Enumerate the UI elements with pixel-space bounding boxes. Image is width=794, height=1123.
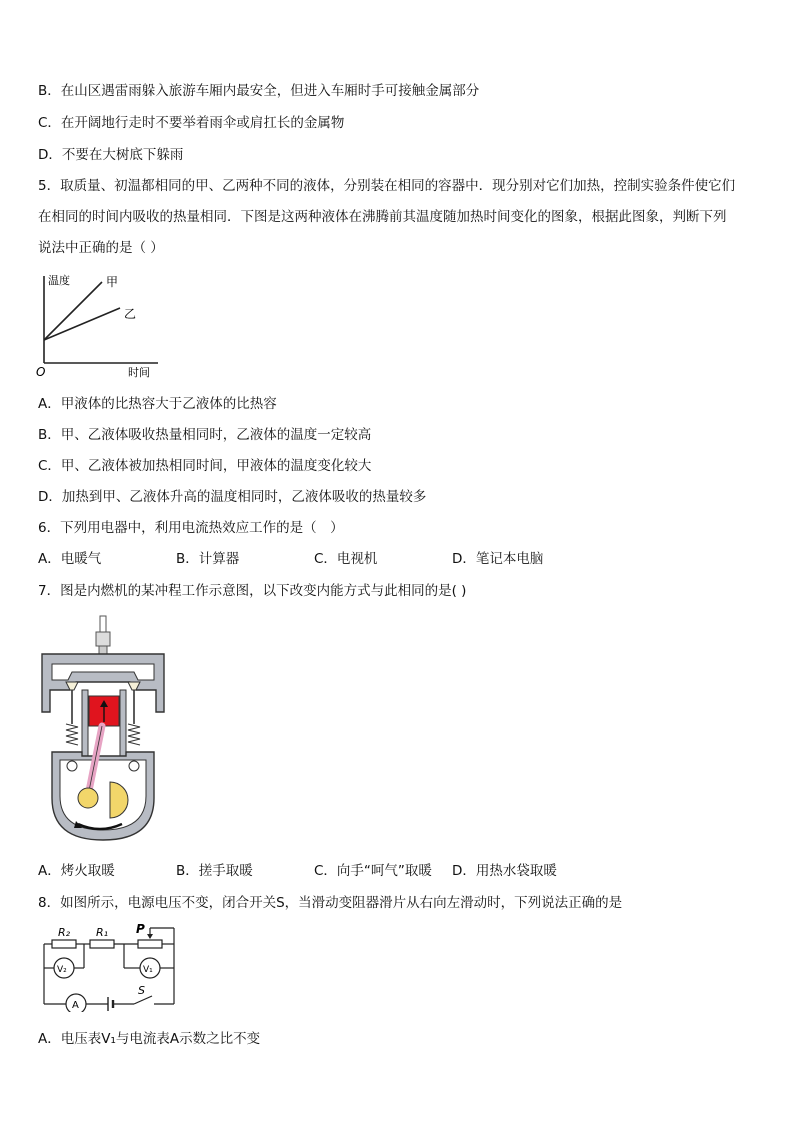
q8-option-a: A．电压表V₁与电流表A示数之比不变 [38,1031,261,1047]
q7-option-c: C．向手“呵气”取暖 [314,863,432,879]
graph-origin: O [36,365,46,378]
q4-option-d: D．不要在大树底下躲雨 [38,147,184,163]
q5-option-a: A．甲液体的比热容大于乙液体的比热容 [38,396,277,412]
spark-plug-icon [100,616,106,634]
q4-option-c: C．在开阔地行走时不要举着雨伞或肩扛长的金属物 [38,115,345,131]
rheostat [138,940,162,948]
q6-option-b: B．计算器 [176,551,240,567]
label-r1: R₁ [96,926,109,939]
label-v1: V₁ [143,965,153,975]
q7-option-b: B．搓手取暖 [176,863,253,879]
graph-series-jia: 甲 [106,275,119,289]
resistor-r1 [90,940,114,948]
valve-spring-icon [128,724,140,745]
q6-option-d: D．笔记本电脑 [452,551,544,567]
q5-stem-line3: 说法中正确的是（ ） [38,240,164,256]
graph-line-jia [44,282,102,340]
label-p: P [136,922,145,936]
graph-line-yi [44,308,120,340]
q5-stem-line2: 在相同的时间内吸收的热量相同．下图是这两种液体在沸腾前其温度随加热时间变化的图象，根据此图象，判断下列 [38,209,727,225]
label-a: A [72,1000,79,1011]
q5-stem-line1: 5．取质量、初温都相同的甲、乙两种不同的液体，分别装在相同的容器中．现分别对它们加热，控制实验条件使它们 [38,178,736,194]
q5-option-d: D．加热到甲、乙液体升高的温度相同时，乙液体吸收的热量较多 [38,489,427,505]
q8-stem: 8．如图所示，电源电压不变，闭合开关S，当滑动变阻器滑片从右向左滑动时，下列说法正确的是 [38,895,623,911]
q5-option-c: C．甲、乙液体被加热相同时间，甲液体的温度变化较大 [38,458,372,474]
circuit-diagram [38,920,184,1012]
slider-arrow-icon [147,934,153,939]
label-s: S [138,984,145,997]
graph-y-label: 温度 [48,274,70,287]
q7-option-a: A．烤火取暖 [38,863,115,879]
cam-icon [129,761,139,771]
label-v2: V₂ [57,965,67,975]
resistor-r2 [52,940,76,948]
cam-icon [67,761,77,771]
q5-option-b: B．甲、乙液体吸收热量相同时，乙液体的温度一定较高 [38,427,372,443]
q6-option-a: A．电暖气 [38,551,102,567]
temperature-time-graph [30,268,170,378]
q7-stem: 7．图是内燃机的某冲程工作示意图，以下改变内能方式与此相同的是( ) [38,583,467,599]
q4-option-b: B．在山区遇雷雨躲入旅游车厢内最安全，但进入车厢时手可接触金属部分 [38,83,480,99]
valve-spring-icon [66,724,78,745]
q6-option-c: C．电视机 [314,551,378,567]
q6-stem: 6．下列用电器中，利用电流热效应工作的是（ ） [38,520,344,536]
graph-series-yi: 乙 [124,307,137,321]
graph-x-label: 时间 [128,366,150,378]
q7-option-d: D．用热水袋取暖 [452,863,557,879]
engine-diagram [38,612,168,844]
switch-s [134,996,152,1004]
label-r2: R₂ [58,926,71,939]
